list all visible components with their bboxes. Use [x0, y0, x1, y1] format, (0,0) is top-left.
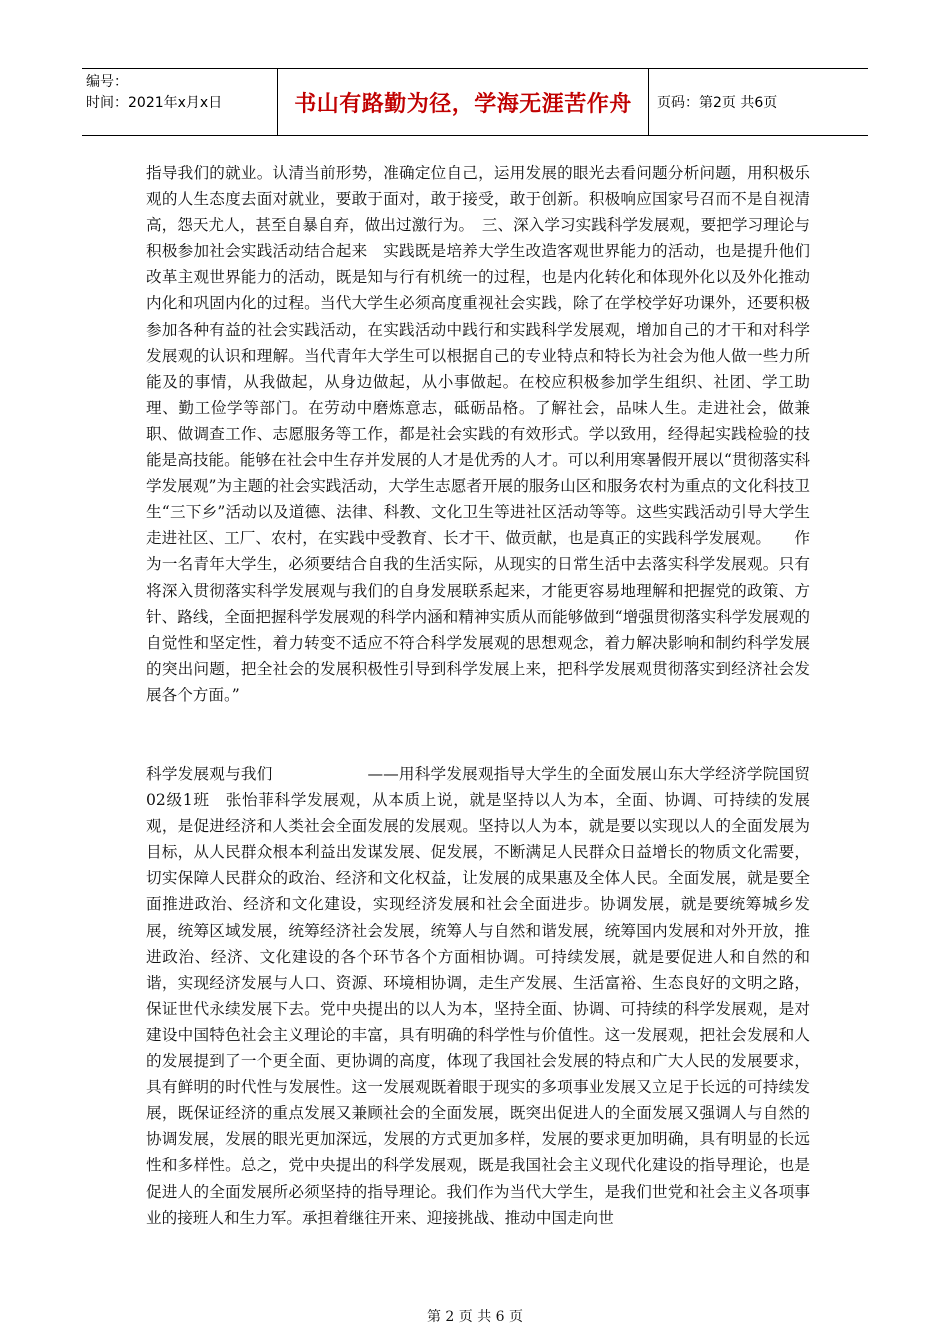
page-footer-number: 第 2 页 共 6 页	[426, 1309, 524, 1325]
page-header	[82, 68, 868, 136]
body-paragraph-1: 指导我们的就业。认清当前形势，准确定位自己，运用发展的眼光去看问题分析问题，用积极乐观的人生态度去面对就业，要敢于面对，敢于接受，敢于创新。积极响应国家号召而不是自视清高，怨天尤人，甚至自暴自弃，做出过激行为。 三、深入学习实践科学发展观，要把学习理论与积极参加社会实践活动结合起来 实践既是培养大学生改造客观世界能力的活动，也是提升他们改革主观世界能力的活动，既是知与行有机统一的过程，也是内化转化和体现外化以及外化推动内化和巩固内化的过程。当代大学生必须高度重视社会实践，除了在学校学好功课外，还要积极参加各种有益的社会实践活动，在实践活动中践行和实践科学发展观，增加自己的才干和对科学发展观的认识和理解。当代青年大学生可以根据自己的专业特点和特长为社会为他人做一些力所能及的事情，从我做起，从身边做起，从小事做起。在校应积极参加学生组织、社团、学工助理、勤工俭学等部门。在劳动中磨炼意志，砥砺品格。了解社会，品味人生。走进社会，做兼职、做调查工作、志愿服务等工作，都是社会实践的有效形式。学以致用，经得起实践检验的技能是高技能。能够在社会中生存并发展的人才是优秀的人才。可以利用寒暑假开展以“贯彻落实科学发展观”为主题的社会实践活动，大学生志愿者开展的服务山区和服务农村为重点的文化科技卫生“三下乡”活动以及道德、法律、科教、文化卫生等进社区活动等等。这些实践活动引导大学生走进社区、工厂、农村，在实践中受教育、长才干、做贡献，也是真正的实践科学发展观。 作为一名青年大学生，必须要结合自我的生活实际，从现实的日常生活中去落实科学发展观。只有将深入贯彻落实科学发展观与我们的自身发展联系起来，才能更容易地理解和把握党的政策、方针、路线，全面把握科学发展观的科学内涵和精神实质从而能够做到“增强贯彻落实科学发展观的自觉性和坚定性，着力转变不适应不符合科学发展观的思想观念，着力解决影响和制约科学发展的突出问题，把全社会的发展积极性引导到科学发展上来，把科学发展观贯彻落实到经济社会发展各个方面。”	[146, 164, 810, 704]
header-motto: 书山有路勤为径，学海无涯苦作舟	[278, 69, 649, 135]
document-number-label: 编号：	[86, 74, 128, 90]
header-meta	[82, 69, 278, 135]
body-paragraph-2: 科学发展观与我们 ——用科学发展观指导大学生的全面发展山东大学经济学院国贸02级1班 张怡菲科学发展观，从本质上说，就是坚持以人为本，全面、协调、可持续的发展观，是促进经济和人类社会全面发展的发展观。坚持以人为本，就是要以实现以人的全面发展为目标，从人民群众根本利益出发谋发展、促发展，不断满足人民群众日益增长的物质文化需要，切实保障人民群众的政治、经济和文化权益，让发展的成果惠及全体人民。全面发展，就是要全面推进政治、经济和文化建设，实现经济发展和社会全面进步。协调发展，就是要统筹城乡发展，统筹区域发展，统筹经济社会发展，统筹人与自然和谐发展，统筹国内发展和对外开放，推进政治、经济、文化建设的各个环节各个方面相协调。可持续发展，就是要促进人和自然的和谐，实现经济发展与人口、资源、环境相协调，走生产发展、生活富裕、生态良好的文明之路，保证世代永续发展下去。党中央提出的以人为本，坚持全面、协调、可持续的科学发展观，是对建设中国特色社会主义理论的丰富，具有明确的科学性与价值性。这一发展观，把社会发展和人的发展提到了一个更全面、更协调的高度，体现了我国社会发展的特点和广大人民的发展要求，具有鲜明的时代性与发展性。这一发展观既着眼于现实的多项事业发展又立足于长远的可持续发展，既保证经济的重点发展又兼顾社会的全面发展，既突出促进人的全面发展又强调人与自然的协调发展，发展的眼光更加深远，发展的方式更加多样，发展的要求更加明确，具有明显的长远性和多样性。总之，党中央提出的科学发展观，既是我国社会主义现代化建设的指导理论，也是促进人的全面发展所必须坚持的指导理论。我们作为当代大学生，是我们世党和社会主义各项事业的接班人和生力军。承担着继往开来、迎接挑战、推动中国走向世	[146, 765, 810, 1227]
header-page-label: 页码：第2页 共6页	[657, 95, 778, 111]
document-time-label: 时间：2021年x月x日	[86, 95, 223, 111]
